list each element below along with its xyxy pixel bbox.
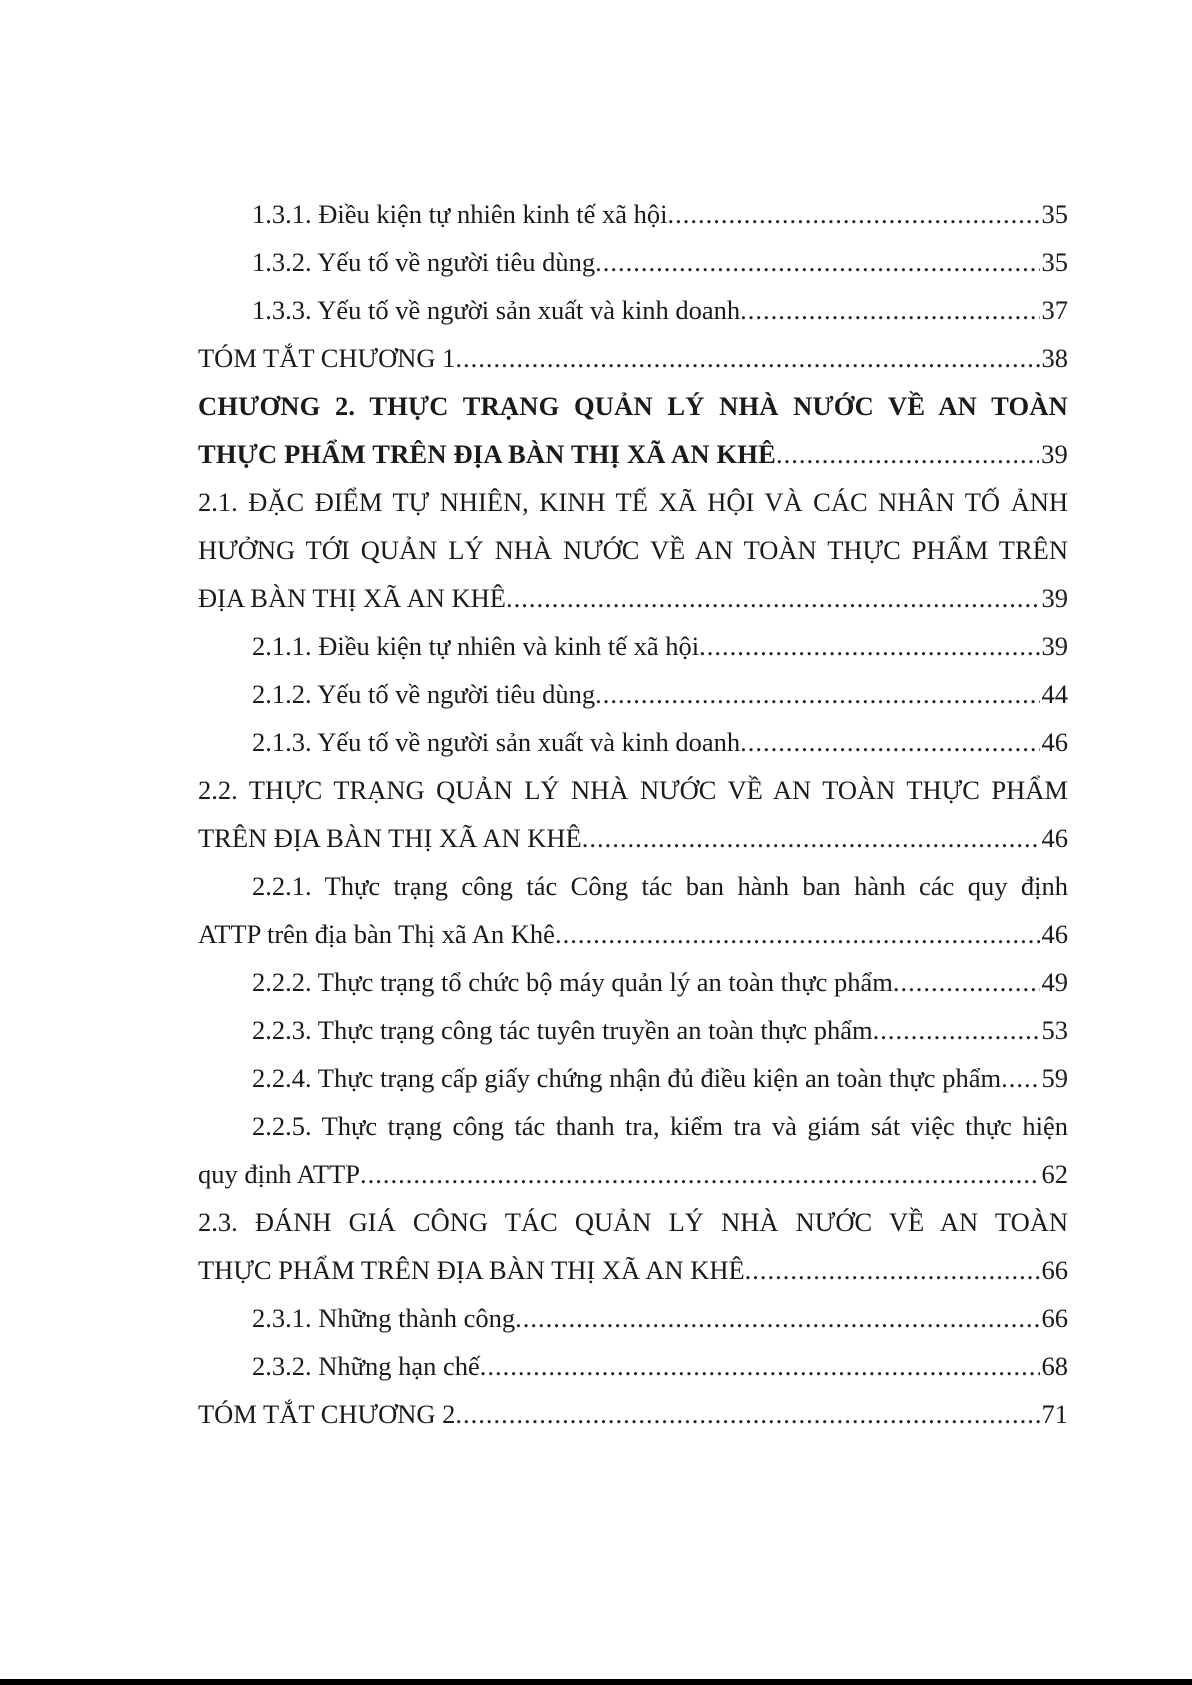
toc-entry[interactable] [198,1102,1068,1150]
toc-entry-title: TÓM TẮT CHƯƠNG 2 [198,1399,456,1429]
dot-leader [582,814,1040,862]
toc-page-number: 39 [1041,439,1068,469]
dot-leader [555,910,1040,958]
toc-entry-title: 2.1.1. Điều kiện tự nhiên và kinh tế xã hội [252,631,700,661]
toc-entry[interactable] [198,382,1068,430]
toc-entry[interactable] [198,334,1068,382]
dot-leader [480,1342,1040,1390]
toc-entry-title: 2.3. ĐÁNH GIÁ CÔNG TÁC QUẢN LÝ NHÀ NƯỚC VỀ AN TOÀN [198,1207,1068,1237]
toc-entry-title: ATTP trên địa bàn Thị xã An Khê [198,919,555,949]
toc-entry-title: 2.3.1. Những thành công [252,1303,516,1333]
toc-page-number: 66 [1041,1303,1068,1333]
toc-entry[interactable] [198,1150,1068,1198]
toc-page-number: 46 [1041,727,1068,757]
toc-entry-title: TRÊN ĐỊA BÀN THỊ XÃ AN KHÊ [198,823,582,853]
page-bottom-border [0,1679,1192,1685]
toc-entry[interactable] [198,1390,1068,1438]
toc-entry[interactable] [198,574,1068,622]
toc-page-number: 37 [1041,295,1068,325]
toc-page-number: 39 [1041,583,1068,613]
dot-leader [506,574,1040,622]
toc-page-number: 59 [1041,1063,1068,1093]
toc-entry[interactable] [198,670,1068,718]
toc-entry-title: CHƯƠNG 2. THỰC TRẠNG QUẢN LÝ NHÀ NƯỚC VỀ AN TOÀN [198,391,1068,421]
toc-entry-title: TÓM TẮT CHƯƠNG 1 [198,343,456,373]
toc-page-number: 62 [1041,1159,1068,1189]
toc-entry-title: 2.1. ĐẶC ĐIỂM TỰ NHIÊN, KINH TẾ XÃ HỘI VÀ CÁC NHÂN TỐ ẢNH [198,487,1068,517]
toc-entry-title: 2.2.5. Thực trạng công tác thanh tra, kiểm tra và giám sát việc thực hiện [252,1111,1068,1141]
dot-leader [699,622,1039,670]
toc-entry-title: 2.1.2. Yếu tố về người tiêu dùng [252,679,596,709]
toc-page-number: 71 [1041,1399,1068,1429]
dot-leader [455,1390,1039,1438]
toc-entry-title: 1.3.2. Yếu tố về người tiêu dùng [252,247,596,277]
dot-leader [455,334,1039,382]
toc-entry-title: 2.3.2. Những hạn chế [252,1351,480,1381]
toc-entry[interactable] [198,1198,1068,1246]
toc-entry[interactable] [198,238,1068,286]
toc-entry[interactable] [198,526,1068,574]
toc-entry-title: 1.3.3. Yếu tố về người sản xuất và kinh doanh [252,295,741,325]
toc-entry-title: THỰC PHẨM TRÊN ĐỊA BÀN THỊ XÃ AN KHÊ [198,439,776,469]
toc-entry[interactable] [198,478,1068,526]
toc-entry-title: THỰC PHẨM TRÊN ĐỊA BÀN THỊ XÃ AN KHÊ [198,1255,745,1285]
toc-page-number: 53 [1041,1015,1068,1045]
toc-entry-title: 2.2.1. Thực trạng công tác Công tác ban hành ban hành các quy định [252,871,1068,901]
dot-leader [1001,1054,1039,1102]
toc-page-number: 38 [1041,343,1068,373]
toc-entry-title: HƯỞNG TỚI QUẢN LÝ NHÀ NƯỚC VỀ AN TOÀN THỰC PHẨM TRÊN [198,535,1068,565]
toc-entry-title: 2.2.4. Thực trạng cấp giấy chứng nhận đủ điều kiện an toàn thực phẩm [252,1063,1002,1093]
toc-entry[interactable] [198,862,1068,910]
dot-leader [740,286,1039,334]
toc-entry-title: 2.2.3. Thực trạng công tác tuyên truyền an toàn thực phẩm [252,1015,873,1045]
dot-leader [893,958,1040,1006]
toc-entry-title: 2.2. THỰC TRẠNG QUẢN LÝ NHÀ NƯỚC VỀ AN TOÀN THỰC PHẨM [198,775,1068,805]
dot-leader [515,1294,1039,1342]
toc-page-number: 68 [1041,1351,1068,1381]
toc-entry[interactable] [198,958,1068,1006]
toc-page-number: 46 [1041,823,1068,853]
toc-entry-title: 2.2.2. Thực trạng tổ chức bộ máy quản lý an toàn thực phẩm [252,967,893,997]
dot-leader [776,430,1039,478]
toc-entry[interactable] [198,1342,1068,1390]
toc-page-number: 66 [1041,1255,1068,1285]
toc-entry[interactable] [198,430,1068,478]
dot-leader [745,1246,1040,1294]
toc-entry-title: 2.1.3. Yếu tố về người sản xuất và kinh doanh [252,727,741,757]
toc-entry[interactable] [198,1246,1068,1294]
toc-entry[interactable] [198,910,1068,958]
dot-leader [595,670,1039,718]
toc-entry[interactable] [198,718,1068,766]
toc-page-number: 35 [1041,247,1068,277]
toc-entry[interactable] [198,190,1068,238]
toc-page-number: 35 [1041,199,1068,229]
toc-entry-title: quy định ATTP [198,1159,360,1189]
toc-page-number: 39 [1041,631,1068,661]
toc-entry-title: 1.3.1. Điều kiện tự nhiên kinh tế xã hội [252,199,668,229]
table-of-contents [198,190,1068,1438]
toc-page-number: 49 [1041,967,1068,997]
toc-entry[interactable] [198,286,1068,334]
dot-leader [740,718,1039,766]
toc-entry[interactable] [198,1054,1068,1102]
dot-leader [595,238,1039,286]
toc-entry-title: ĐỊA BÀN THỊ XÃ AN KHÊ [198,583,506,613]
toc-entry[interactable] [198,1006,1068,1054]
toc-entry[interactable] [198,766,1068,814]
dot-leader [360,1150,1040,1198]
toc-page-number: 46 [1041,919,1068,949]
toc-page-number: 44 [1041,679,1068,709]
toc-entry[interactable] [198,1294,1068,1342]
toc-entry[interactable] [198,814,1068,862]
dot-leader [873,1006,1040,1054]
dot-leader [667,190,1039,238]
toc-entry[interactable] [198,622,1068,670]
